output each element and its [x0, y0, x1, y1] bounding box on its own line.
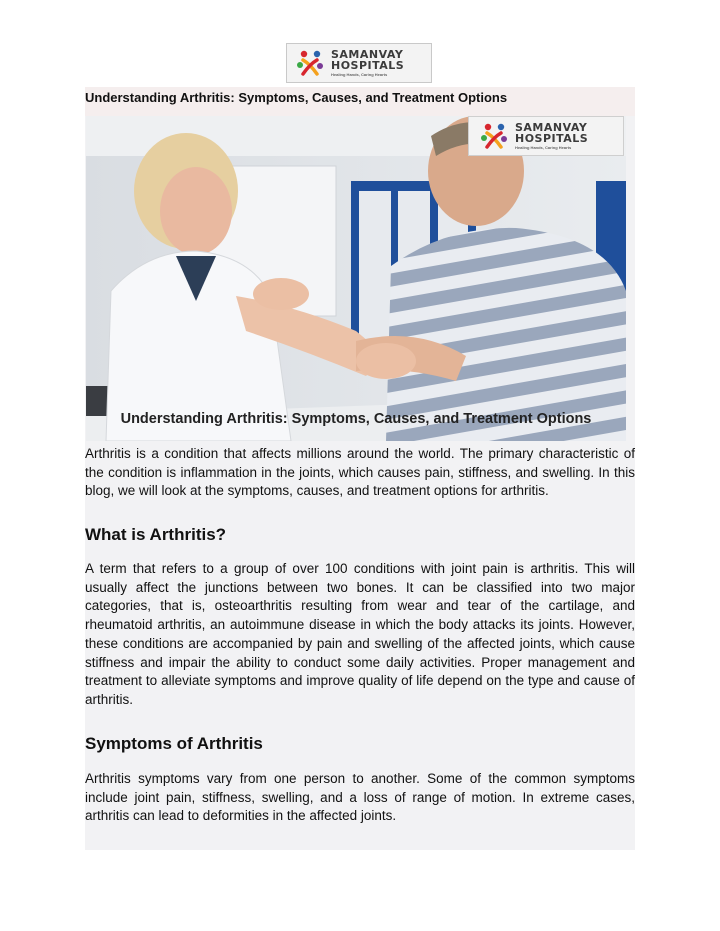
logo-tagline: Healing Hands, Caring Hearts — [515, 145, 572, 150]
logo-name-line1: SAMANVAY — [331, 48, 404, 61]
logo-name-line2: HOSPITALS — [331, 59, 405, 72]
hero-logo — [468, 116, 624, 156]
logo-name-line2: HOSPITALS — [515, 132, 589, 145]
logo-mark-icon — [479, 121, 509, 151]
hero-illustration — [86, 116, 626, 441]
section-body-what-is-arthritis: A term that refers to a group of over 100 conditions with joint pain is arthritis. This will usually affect the junctions between two bones. It can be classified into two major categories, that is, osteoarthritis resulting from wear and tear of the cartilage, and rheumatoid arthritis, an autoimmune disease in which the body attacks its joints. However, these conditions are accompanied by pain and swelling of the affected joints, which cause stiffness and impair the ability to conduct some daily activities. Proper management and treatment to alleviate symptoms and improve quality of life depend on the type and cause of arthritis. — [85, 561, 635, 707]
section-body-symptoms: Arthritis symptoms vary from one person to another. Some of the common symptoms include joint pain, stiffness, swelling, and a loss of range of motion. In extreme cases, arthritis can lead to deformities in the affected joints. — [85, 771, 635, 824]
logo-name-line1: SAMANVAY — [515, 121, 588, 134]
hospital-logo — [286, 43, 432, 83]
intro-paragraph: Arthritis is a condition that affects millions around the world. The primary characteristic of the condition is inflammation in the joints, which causes pain, stiffness, and swelling. In this blog, we will look at the symptoms, causes, and treatment options for arthritis. — [85, 446, 635, 499]
hero-image — [86, 116, 626, 441]
logo-tagline: Healing Hands, Caring Hearts — [331, 72, 388, 77]
page-title: Understanding Arthritis: Symptoms, Causes, and Treatment Options — [85, 87, 635, 116]
section-heading-symptoms: Symptoms of Arthritis — [85, 734, 263, 753]
hero-caption: Understanding Arthritis: Symptoms, Causes, and Treatment Options — [120, 411, 592, 427]
logo-mark-icon — [295, 48, 325, 78]
section-heading-what-is-arthritis: What is Arthritis? — [85, 525, 227, 544]
